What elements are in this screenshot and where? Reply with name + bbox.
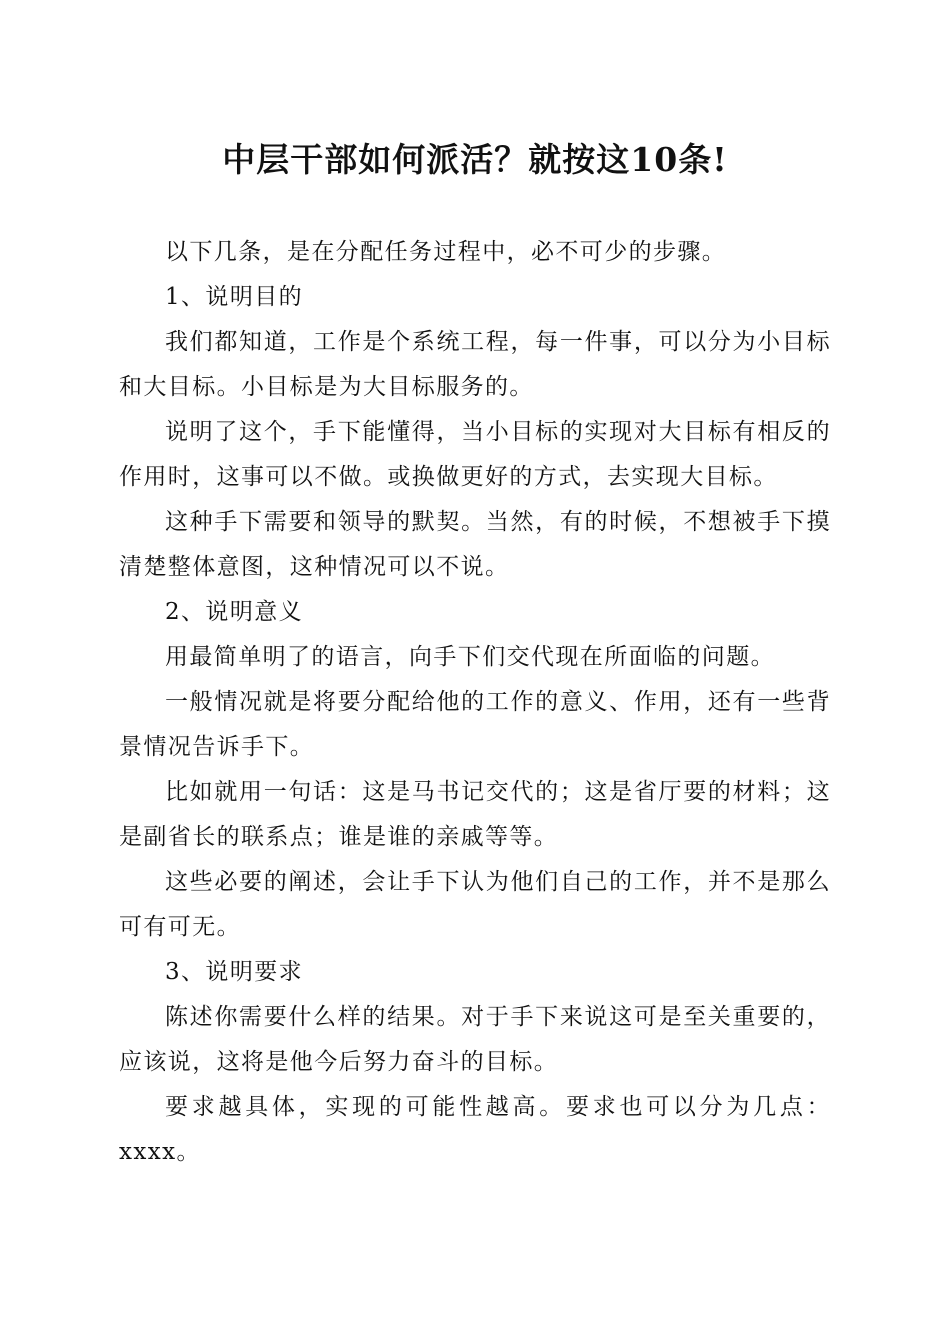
section-heading-requirements: 3、说明要求 (165, 959, 304, 985)
paragraph: 比如就用一句话：这是马书记交代的；这是省厅要的材料；这是副省长的联系点；谁是谁的亲戚等等。 (119, 779, 831, 850)
paragraph: 陈述你需要什么样的结果。对于手下来说这可是至关重要的，应该说，这将是他今后努力奋斗的目标。 (119, 1004, 831, 1075)
document-body (119, 230, 831, 1175)
paragraph: 要求越具体，实现的可能性越高。要求也可以分为几点：xxxx。 (119, 1094, 831, 1165)
paragraph: 一般情况就是将要分配给他的工作的意义、作用，还有一些背景情况告诉手下。 (119, 689, 831, 760)
paragraph: 这种手下需要和领导的默契。当然，有的时候，不想被手下摸清楚整体意图，这种情况可以不说。 (119, 509, 831, 580)
intro-paragraph: 以下几条，是在分配任务过程中，必不可少的步骤。 (165, 239, 727, 265)
paragraph: 说明了这个，手下能懂得，当小目标的实现对大目标有相反的作用时，这事可以不做。或换做更好的方式，去实现大目标。 (119, 419, 831, 490)
section-heading-purpose: 1、说明目的 (165, 284, 304, 310)
section-heading-meaning: 2、说明意义 (165, 599, 304, 625)
paragraph: 我们都知道，工作是个系统工程，每一件事，可以分为小目标和大目标。小目标是为大目标服务的。 (119, 329, 831, 400)
paragraph: 用最简单明了的语言，向手下们交代现在所面临的问题。 (165, 644, 775, 670)
document-title: 中层干部如何派活？就按这10条! (222, 140, 728, 179)
paragraph: 这些必要的阐述，会让手下认为他们自己的工作，并不是那么可有可无。 (119, 869, 831, 940)
